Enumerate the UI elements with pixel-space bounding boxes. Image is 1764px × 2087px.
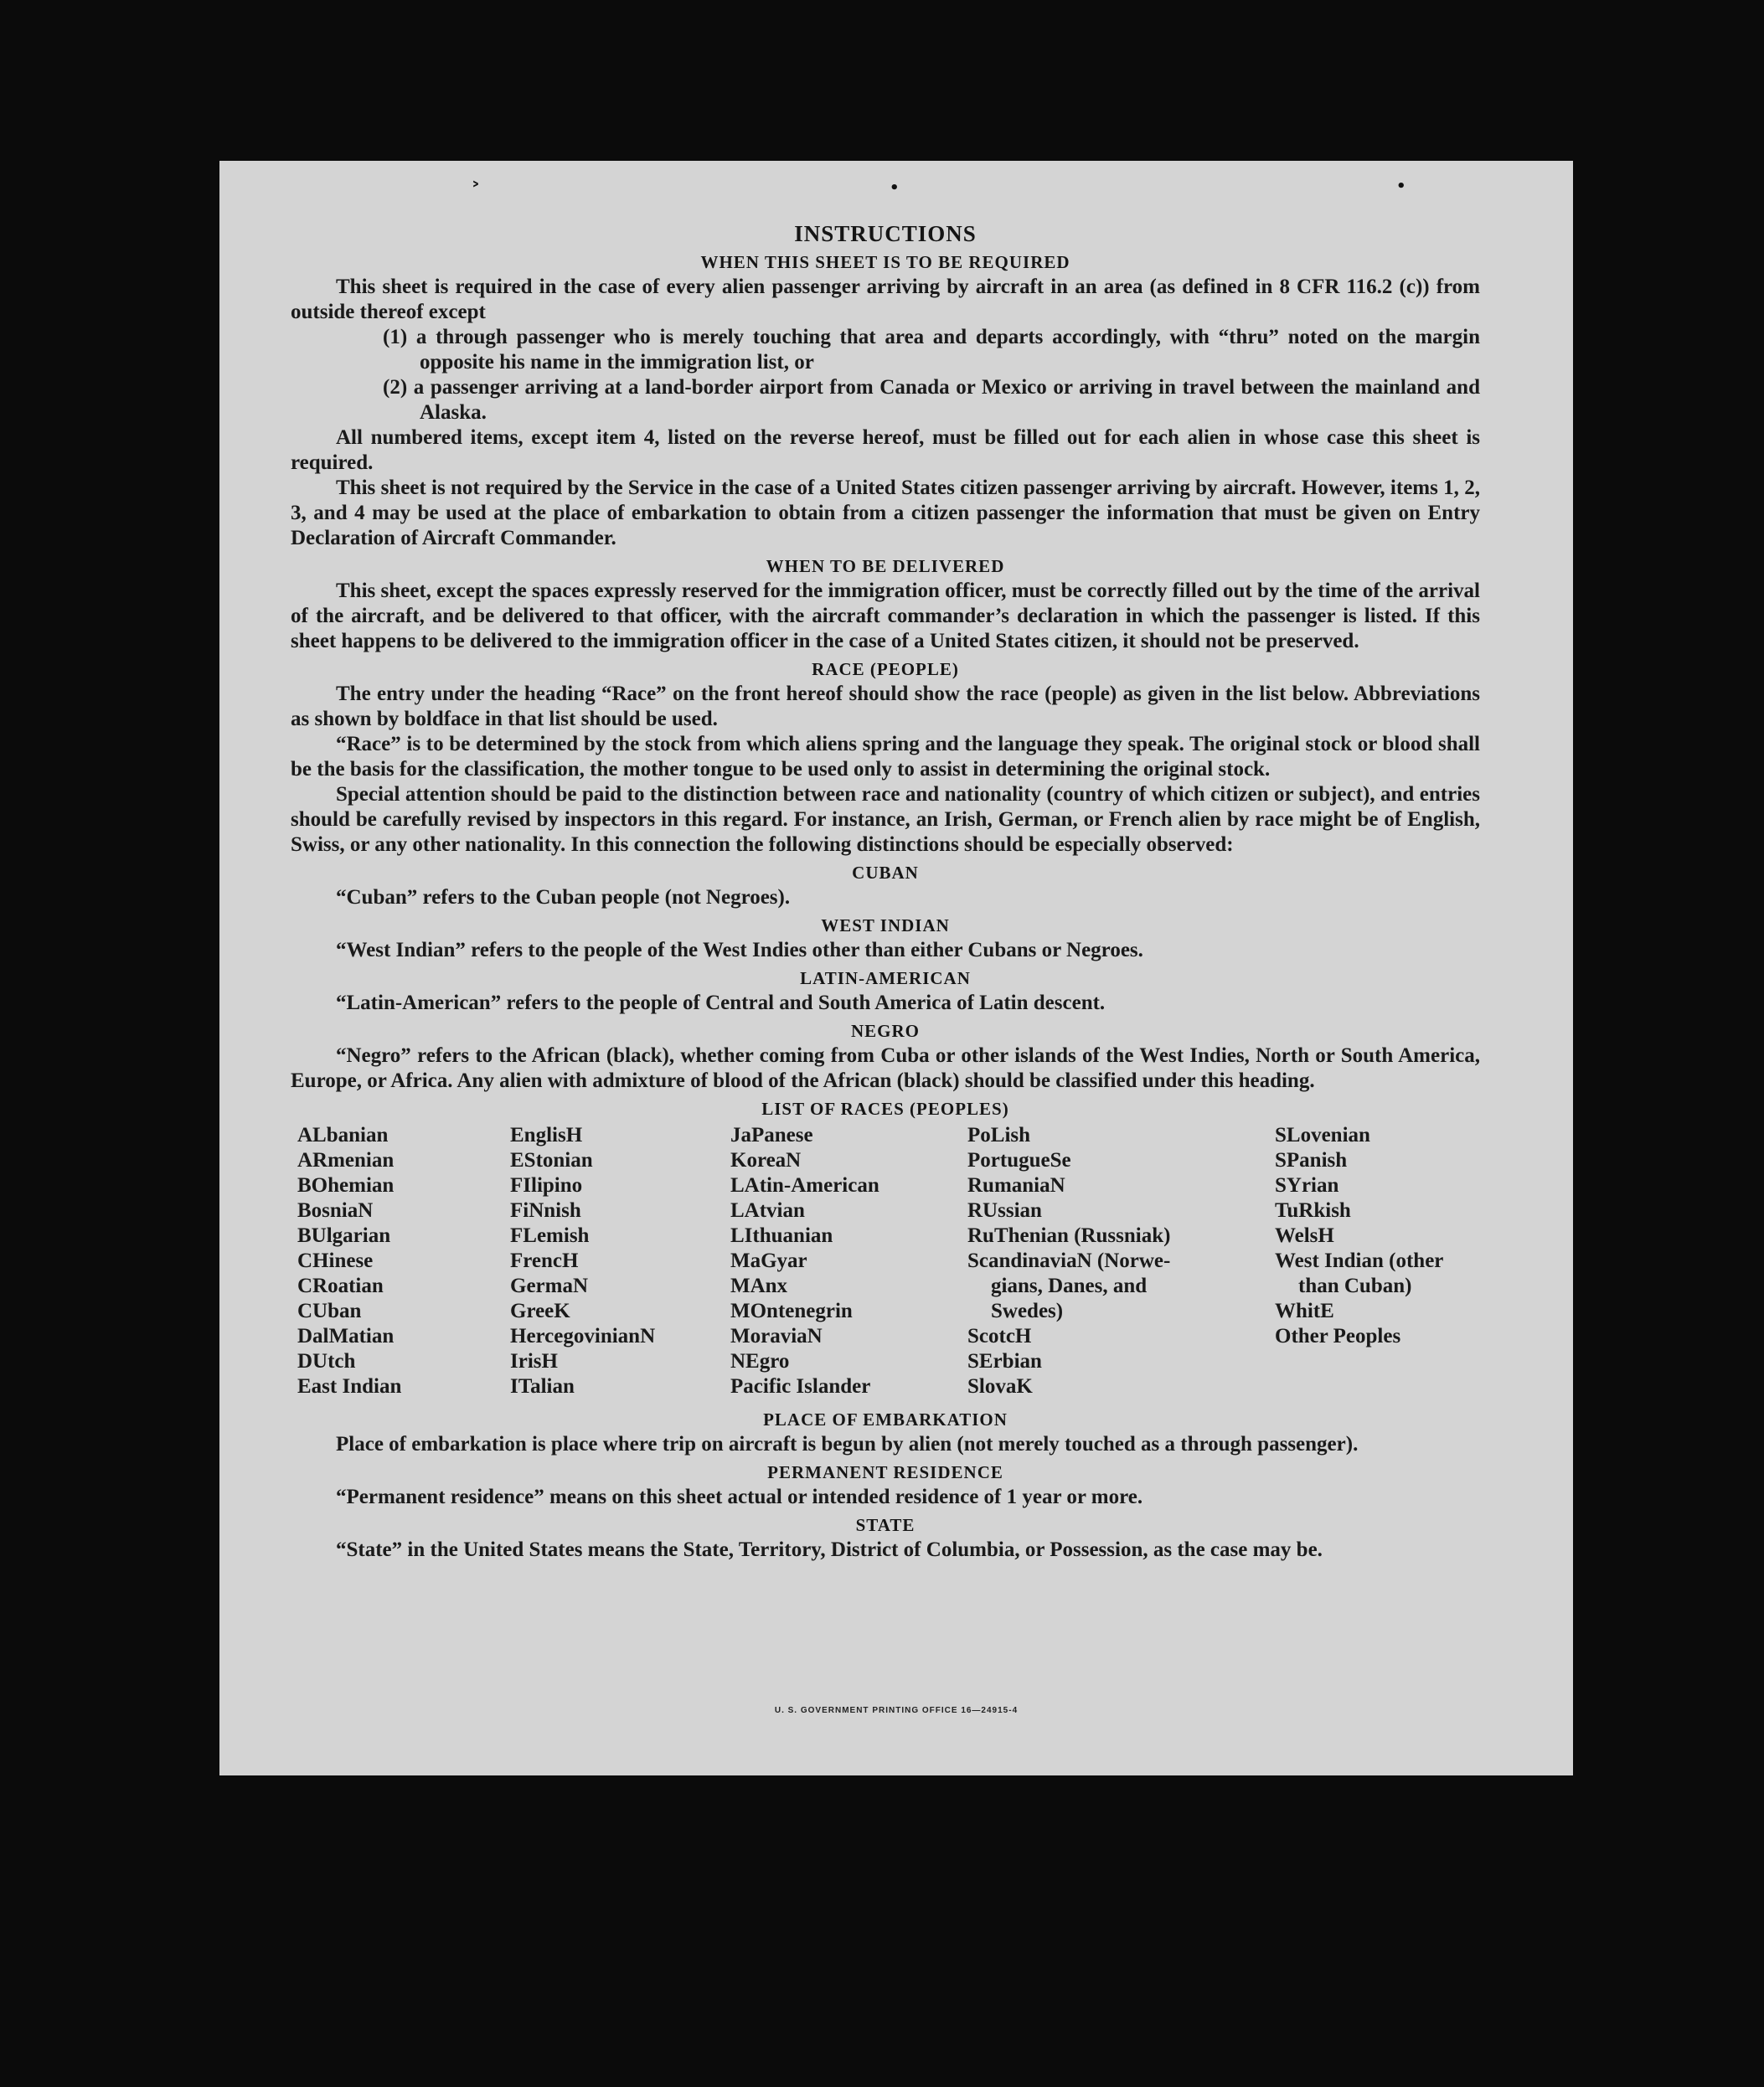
race-entry: CUban [297, 1300, 362, 1322]
race-entry: SYrian [1275, 1174, 1339, 1197]
race-entry: DUtch [297, 1350, 356, 1373]
race-entry: JaPanese [730, 1124, 813, 1147]
heading-latin-american: LATIN-AMERICAN [800, 968, 971, 988]
race-entry: gians, Danes, and [991, 1275, 1148, 1297]
page-title: INSTRUCTIONS [794, 221, 977, 246]
race-entry: BUlgarian [297, 1224, 391, 1247]
race-entry: FIlipino [510, 1174, 583, 1197]
race-entry: MaGyar [730, 1250, 807, 1272]
heading-when-required: WHEN THIS SHEET IS TO BE REQUIRED [700, 252, 1070, 272]
race-entry: GermaN [510, 1275, 589, 1297]
paragraph: This sheet is not required by the Service in the case of a United States citizen passenger arriving by aircraft. However, items 1, 2, 3, and 4 may be used at the place of embarkation to obtain from a citizen passenger the information that must be given on Entry Declaration of Aircraft Commander. [291, 477, 1480, 549]
heading-west-indian: WEST INDIAN [821, 915, 950, 935]
race-entry: ScandinaviaN (Norwe- [967, 1250, 1171, 1272]
race-entry: EStonian [510, 1149, 593, 1172]
race-entry: LIthuanian [730, 1224, 833, 1247]
paragraph: “Latin-American” refers to the people of Central and South America of Latin descent. [336, 992, 1106, 1014]
paragraph: “Negro” refers to the African (black), whether coming from Cuba or other islands of the West Indies, North or South America, Europe, or Africa. Any alien with admixture of blood of the African (black) should be classified under this heading. [291, 1044, 1480, 1092]
race-entry: LAtin-American [730, 1174, 879, 1197]
heading-cuban: CUBAN [852, 863, 919, 883]
heading-state: STATE [855, 1515, 916, 1535]
paragraph: “State” in the United States means the State, Territory, District of Columbia, or Possession, as the case may be. [336, 1538, 1323, 1561]
races-column-3 [730, 1123, 879, 1399]
race-entry: GreeK [510, 1300, 570, 1322]
race-entry: RumaniaN [967, 1174, 1065, 1197]
race-entry: MoraviaN [730, 1325, 823, 1348]
race-entry: ALbanian [297, 1124, 389, 1147]
race-entry: EnglisH [510, 1124, 583, 1147]
race-entry: NEgro [730, 1350, 790, 1373]
scan-mark: • [890, 179, 900, 197]
race-entry: WhitE [1275, 1300, 1334, 1322]
races-column-5 [1275, 1123, 1443, 1349]
heading-race: RACE (PEOPLE) [812, 659, 959, 679]
paragraph: This sheet, except the spaces expressly reserved for the immigration officer, must be correctly filled out by the time of the arrival of the aircraft, and be delivered to that officer, with the aircraft commander’s declaration in which the passenger is listed. If this sheet happens to be delivered to the immigration officer in the case of a United States citizen, it should not be preserved. [291, 580, 1480, 652]
scan-mark: ˃ [471, 179, 481, 203]
printing-office-imprint: U. S. GOVERNMENT PRINTING OFFICE 16—24915-4 [774, 1706, 1019, 1715]
race-entry: CRoatian [297, 1275, 384, 1297]
races-list [291, 1123, 1480, 1404]
race-entry: CHinese [297, 1250, 374, 1272]
heading-when-delivered: WHEN TO BE DELIVERED [766, 556, 1005, 576]
paragraph: This sheet is required in the case of every alien passenger arriving by aircraft in an area (as defined in 8 CFR 116.2 (c)) from outside thereof except [291, 276, 1480, 323]
race-entry: SLovenian [1275, 1124, 1370, 1147]
race-entry: SPanish [1275, 1149, 1348, 1172]
races-column-1 [297, 1123, 401, 1399]
paragraph: The entry under the heading “Race” on the front hereof should show the race (people) as given in the list below. Abbreviations as shown by boldface in that list should be used. [291, 683, 1480, 730]
race-entry: Swedes) [991, 1300, 1064, 1322]
race-entry: RuThenian (Russniak) [967, 1224, 1171, 1247]
race-entry: BOhemian [297, 1174, 395, 1197]
condition-2: (2) a passenger arriving at a land-border airport from Canada or Mexico or arriving in travel between the mainland and Alaska. [383, 376, 1480, 424]
race-entry: ARmenian [297, 1149, 395, 1172]
race-entry: PortugueSe [967, 1149, 1071, 1172]
race-entry: FiNnish [510, 1199, 581, 1222]
race-entry: than Cuban) [1298, 1275, 1412, 1297]
race-entry: RUssian [967, 1199, 1042, 1222]
race-entry: DalMatian [297, 1325, 395, 1348]
paragraph: All numbered items, except item 4, listed on the reverse hereof, must be filled out for each alien in whose case this sheet is required. [291, 426, 1480, 474]
paragraph: Place of embarkation is place where trip on aircraft is begun by alien (not merely touched as a through passenger). [336, 1433, 1359, 1456]
condition-1: (1) a through passenger who is merely touching that area and departs accordingly, with “thru” noted on the margin opposite his name in the immigration list, or [383, 326, 1480, 374]
race-entry: MAnx [730, 1275, 788, 1297]
paragraph: “West Indian” refers to the people of the West Indies other than either Cubans or Negroes. [336, 939, 1143, 961]
race-entry: SErbian [967, 1350, 1042, 1373]
scan-mark: • [1396, 178, 1406, 195]
race-entry: Pacific Islander [730, 1375, 871, 1398]
paragraph: “Race” is to be determined by the stock from which aliens spring and the language they speak. The original stock or blood shall be the basis for the classification, the mother tongue to be used only to assist in determining the original stock. [291, 733, 1480, 781]
race-entry: ScotcH [967, 1325, 1032, 1348]
race-entry: ITalian [510, 1375, 575, 1398]
races-column-2 [510, 1123, 655, 1399]
race-entry: KoreaN [730, 1149, 802, 1172]
paragraph: “Permanent residence” means on this sheet actual or intended residence of 1 year or more. [336, 1486, 1143, 1508]
race-entry: FrencH [510, 1250, 579, 1272]
paragraph: “Cuban” refers to the Cuban people (not Negroes). [336, 886, 791, 909]
race-entry: WelsH [1275, 1224, 1334, 1247]
race-entry: Other Peoples [1275, 1325, 1401, 1348]
race-entry: West Indian (other [1275, 1250, 1444, 1272]
document-sheet [219, 161, 1573, 1775]
race-entry: FLemish [510, 1224, 590, 1247]
race-entry: MOntenegrin [730, 1300, 853, 1322]
heading-negro: NEGRO [850, 1021, 920, 1041]
race-entry: BosniaN [297, 1199, 374, 1222]
race-entry: PoLish [967, 1124, 1031, 1147]
race-entry: HercegovinianN [510, 1325, 656, 1348]
race-entry: LAtvian [730, 1199, 805, 1222]
race-entry: IrisH [510, 1350, 558, 1373]
race-entry: TuRkish [1275, 1199, 1351, 1222]
heading-place-of-embarkation: PLACE OF EMBARKATION [763, 1409, 1008, 1430]
races-column-4 [967, 1123, 1170, 1399]
race-entry: SlovaK [967, 1375, 1033, 1398]
paragraph: Special attention should be paid to the distinction between race and nationality (country of which citizen or subject), and entries should be carefully revised by inspectors in this regard. For instance, an Irish, German, or French alien by race might be of English, Swiss, or any other nationality. In this connection the following distinctions should be especially observed: [291, 783, 1480, 856]
instructions-body [291, 221, 1480, 1563]
heading-permanent-residence: PERMANENT RESIDENCE [767, 1462, 1003, 1482]
race-entry: East Indian [297, 1375, 402, 1398]
heading-list-of-races: LIST OF RACES (PEOPLES) [761, 1099, 1009, 1119]
